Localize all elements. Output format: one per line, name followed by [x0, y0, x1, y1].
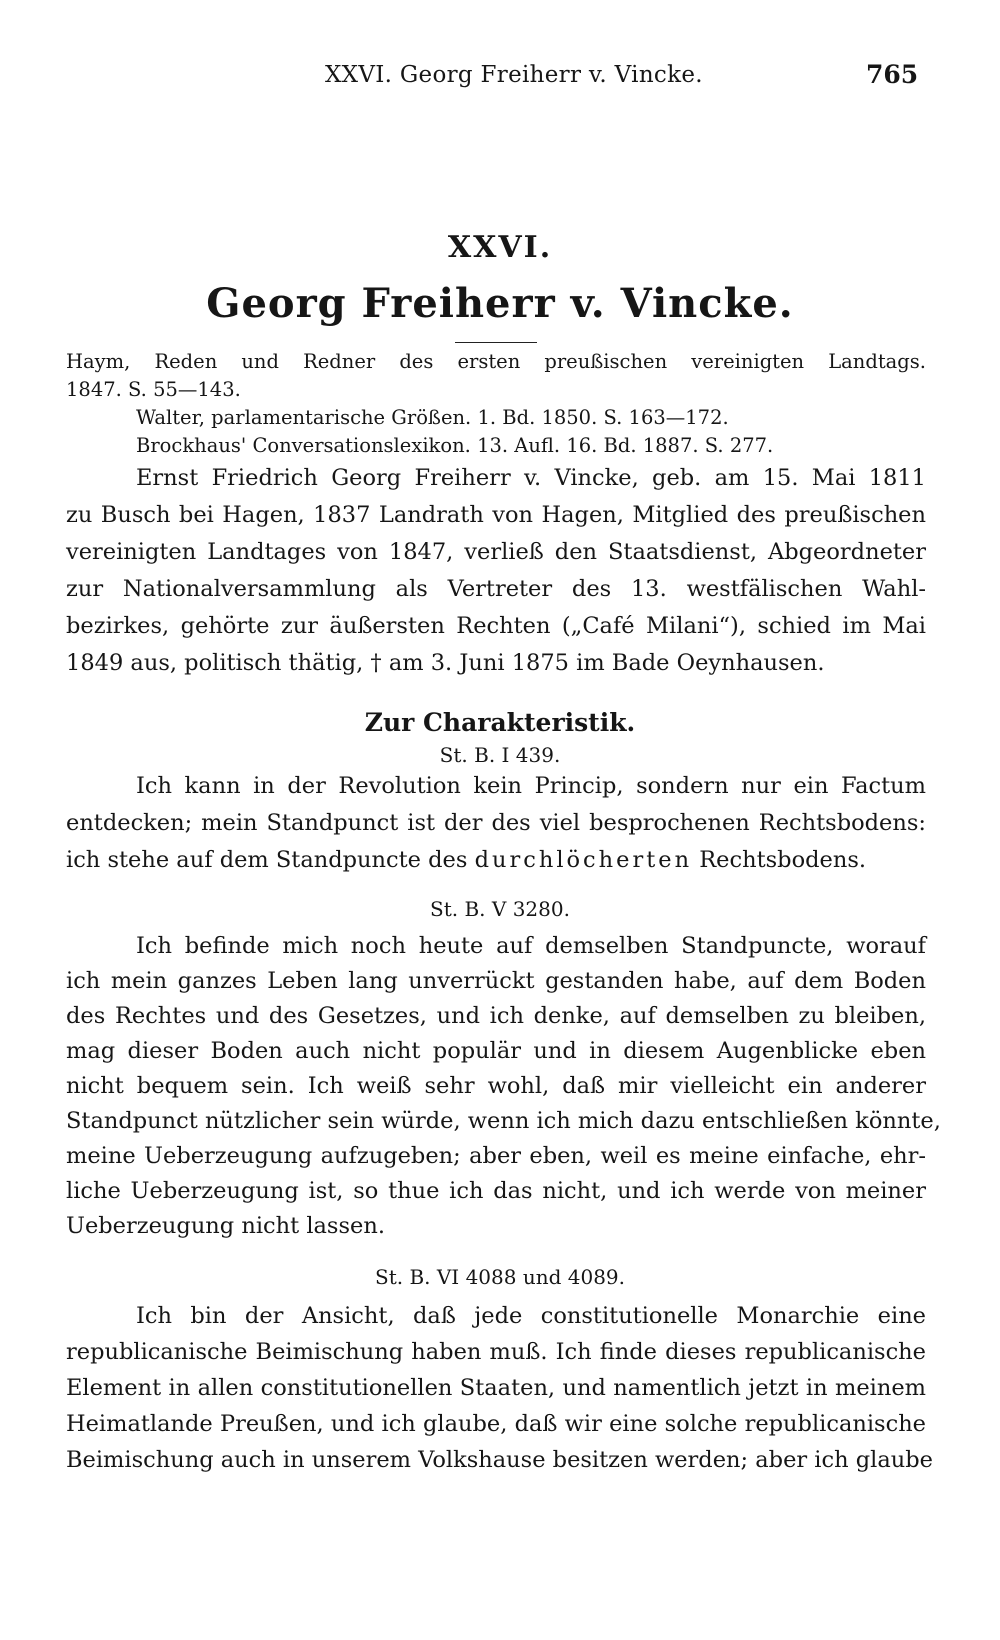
- quote-line: Ich bin der Ansicht, daß jede constitutionelle Monarchie eine: [136, 1303, 926, 1329]
- quote-citation: St. B. VI 4088 und 4089.: [375, 1265, 625, 1289]
- source-line: Haym, Reden und Redner des ersten preußischen vereinigten Landtags.: [66, 350, 926, 373]
- title-rule: [455, 342, 537, 343]
- quote-line: liche Ueberzeugung ist, so thue ich das nicht, und ich werde von meiner: [66, 1178, 926, 1204]
- quote-line: des Rechtes und des Gesetzes, und ich denke, auf demselben zu bleiben,: [66, 1003, 926, 1029]
- quote-line: Ueberzeugung nicht lassen.: [66, 1213, 385, 1239]
- quote-line: Heimatlande Preußen, und ich glaube, daß wir eine solche republicanische: [66, 1411, 926, 1437]
- chapter-number: XXVI.: [447, 230, 553, 265]
- quote-line: mag dieser Boden auch nicht populär und in diesem Augenblicke eben: [66, 1038, 926, 1064]
- biography-line: Ernst Friedrich Georg Freiherr v. Vincke, geb. am 15. Mai 1811: [136, 465, 926, 491]
- biography-line: vereinigten Landtages von 1847, verließ den Staatsdienst, Abgeordneter: [66, 539, 926, 565]
- page-number: 765: [866, 60, 919, 89]
- running-head: XXVI. Georg Freiherr v. Vincke.: [325, 62, 703, 88]
- biography-line: 1849 aus, politisch thätig, † am 3. Juni 1875 im Bade Oeynhausen.: [66, 650, 825, 676]
- source-line: 1847. S. 55—143.: [66, 378, 241, 401]
- source-line: Walter, parlamentarische Größen. 1. Bd. 1850. S. 163—172.: [136, 406, 729, 429]
- quote-line: Standpunct nützlicher sein würde, wenn ich mich dazu entschließen könnte,: [66, 1108, 941, 1134]
- quote-line: entdecken; mein Standpunct ist der des viel besprochenen Rechtsbodens:: [66, 810, 926, 836]
- biography-line: bezirkes, gehörte zur äußersten Rechten („Café Milani“), schied im Mai: [66, 613, 926, 639]
- quote-line: Ich befinde mich noch heute auf demselben Standpuncte, worauf: [136, 933, 926, 959]
- quote-line: republicanische Beimischung haben muß. Ich finde dieses republicanische: [66, 1339, 926, 1365]
- quote-line: Ich kann in der Revolution kein Princip, sondern nur ein Factum: [136, 773, 926, 799]
- biography-line: zu Busch bei Hagen, 1837 Landrath von Hagen, Mitglied des preußischen: [66, 502, 926, 528]
- quote-citation: St. B. I 439.: [439, 743, 561, 767]
- section-heading: Zur Charakteristik.: [364, 708, 636, 737]
- source-line: Brockhaus' Conversationslexikon. 13. Aufl. 16. Bd. 1887. S. 277.: [136, 434, 774, 457]
- biography-line: zur Nationalversammlung als Vertreter des 13. westfälischen Wahl-: [66, 576, 926, 602]
- quote-line: [66, 847, 926, 873]
- quote-line: ich mein ganzes Leben lang unverrückt gestanden habe, auf dem Boden: [66, 968, 926, 994]
- chapter-title: Georg Freiherr v. Vincke.: [206, 280, 794, 327]
- quote-line: Beimischung auch in unserem Volkshause besitzen werden; aber ich glaube: [66, 1447, 933, 1473]
- emphasized-word: durchlöcherten: [474, 847, 693, 873]
- quote-line-end: Rechtsbodens.: [692, 847, 867, 873]
- quote-line: meine Ueberzeugung aufzugeben; aber eben, weil es meine einfache, ehr-: [66, 1143, 926, 1169]
- quote-line: nicht bequem sein. Ich weiß sehr wohl, daß mir vielleicht ein anderer: [66, 1073, 926, 1099]
- quote-line-start: ich stehe auf dem Standpuncte des: [66, 847, 475, 873]
- quote-citation: St. B. V 3280.: [430, 897, 570, 921]
- quote-line: Element in allen constitutionellen Staaten, und namentlich jetzt in meinem: [66, 1375, 926, 1401]
